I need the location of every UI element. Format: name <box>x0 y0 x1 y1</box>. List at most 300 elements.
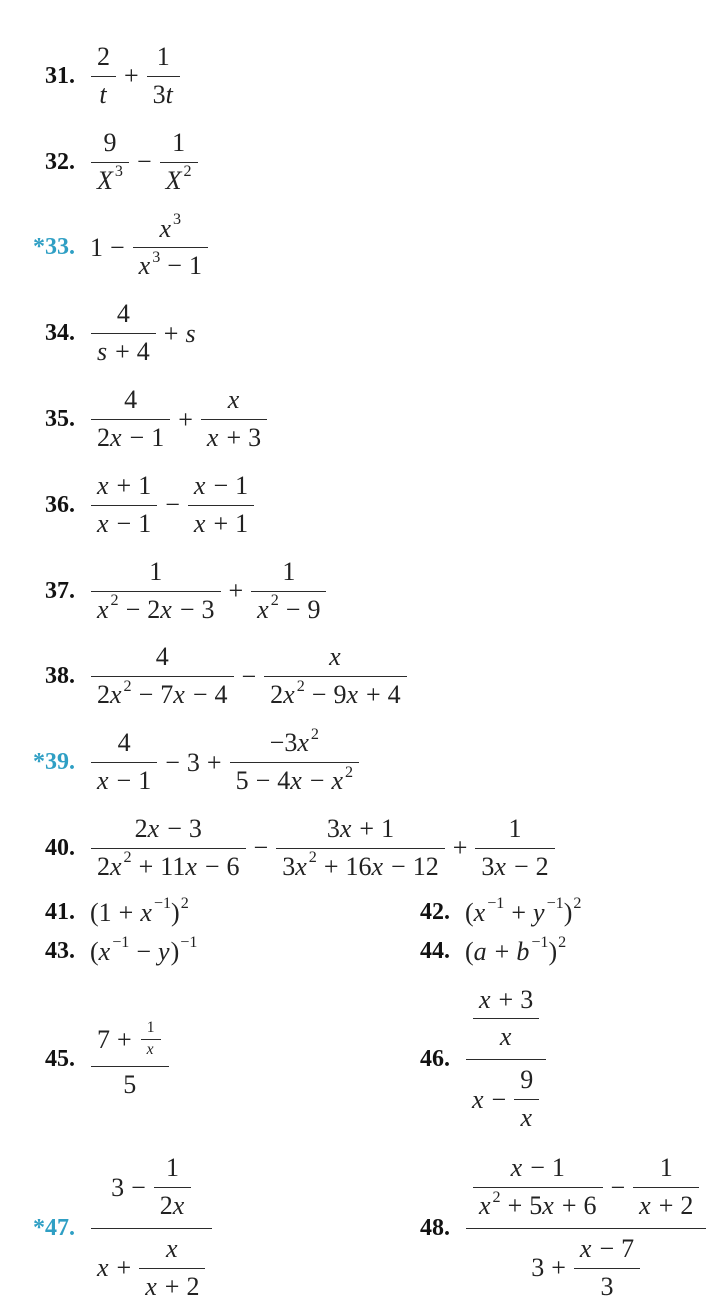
superscript-token: −1 <box>153 895 172 913</box>
variable-token: x <box>110 680 122 710</box>
number-token: −3 <box>269 728 298 758</box>
denominator <box>91 849 246 885</box>
fraction <box>466 981 546 1140</box>
problem-45 <box>0 1017 375 1103</box>
operator-token: + <box>452 833 468 863</box>
denominator <box>473 1188 603 1224</box>
superscript-token: 3 <box>173 211 182 229</box>
superscript-token: 2 <box>183 163 192 181</box>
operator-token: + <box>511 897 527 927</box>
number-token: 2 <box>535 851 549 881</box>
number-token: 7 <box>97 1025 110 1055</box>
math-expression <box>90 812 556 885</box>
denominator <box>230 763 360 799</box>
operator-token: + <box>117 1025 132 1055</box>
variable-token: x <box>346 680 358 710</box>
variable-token: b <box>516 936 530 966</box>
math-expression <box>90 383 268 456</box>
superscript-token: −1 <box>180 934 198 952</box>
problem-number: 42. <box>420 899 450 926</box>
number-token: 4 <box>214 680 228 710</box>
variable-token: X <box>165 165 182 195</box>
number-token: 1 <box>551 1153 565 1183</box>
operator-token: + <box>124 61 139 91</box>
variable-token: x <box>140 897 152 927</box>
operator-token: + <box>494 936 510 966</box>
number-token: 9 <box>520 1065 534 1095</box>
operator-token: − <box>136 936 152 966</box>
number-token: 3 <box>326 814 340 844</box>
number-token: ( <box>465 936 474 966</box>
operator-token: − <box>255 766 271 796</box>
fraction <box>188 469 254 542</box>
number-token: 3 <box>111 1172 125 1202</box>
number-token: 3 <box>152 79 166 109</box>
numerator <box>251 555 326 592</box>
variable-token: x <box>295 851 307 881</box>
operator-token: − <box>253 833 269 863</box>
variable-token: t <box>99 79 107 109</box>
variable-token: x <box>193 470 206 500</box>
superscript-token: −1 <box>531 934 549 952</box>
numerator <box>473 1151 603 1188</box>
math-expression <box>90 297 197 370</box>
operator-token: − <box>116 508 132 538</box>
denominator <box>251 592 326 628</box>
math-expression <box>90 934 198 967</box>
operator-token: − <box>241 661 257 691</box>
problem-number: 34. <box>45 320 75 347</box>
number-token: 1 <box>151 423 165 453</box>
problem-number: *39. <box>33 749 75 776</box>
math-expression <box>90 895 189 928</box>
fraction <box>91 640 234 713</box>
operator-token: − <box>136 147 152 177</box>
fraction <box>133 212 208 285</box>
number-token: 3 <box>531 1253 545 1283</box>
denominator <box>147 77 180 113</box>
fraction <box>147 40 180 113</box>
superscript-token: 2 <box>123 677 132 695</box>
number-token: 2 <box>97 423 110 453</box>
math-expression <box>465 981 547 1140</box>
number-token: 4 <box>116 299 130 329</box>
fraction <box>91 726 157 799</box>
number-token: 3 <box>201 594 215 624</box>
math-expression <box>90 726 360 799</box>
number-token: 1 <box>659 1153 673 1183</box>
denominator <box>466 1060 546 1139</box>
number-token: 3 <box>600 1271 614 1301</box>
number-token: 1 <box>188 251 202 281</box>
number-token: 9 <box>103 127 117 157</box>
variable-token: x <box>479 984 491 1014</box>
fraction <box>276 812 445 885</box>
problem-number: 32. <box>45 148 75 175</box>
superscript-token: 2 <box>308 849 317 867</box>
numerator <box>91 555 221 592</box>
number-token: 9 <box>333 680 347 710</box>
denominator <box>160 163 198 199</box>
operator-token: − <box>285 594 301 624</box>
operator-token: + <box>164 1271 180 1301</box>
variable-token: a <box>473 936 487 966</box>
problem-number: 46. <box>420 1046 450 1073</box>
operator-token: − <box>165 747 180 777</box>
number-token: 5 <box>529 1191 543 1221</box>
operator-token: + <box>658 1191 674 1221</box>
denominator <box>91 1067 169 1103</box>
problem-number: 35. <box>45 406 75 433</box>
number-token: 1 <box>235 470 249 500</box>
variable-token: x <box>479 1191 491 1221</box>
number-token: 1 <box>138 470 152 500</box>
number-token: 1 <box>90 233 103 262</box>
fraction <box>201 383 267 456</box>
variable-token: x <box>297 728 309 758</box>
problem-number: *33. <box>33 234 75 261</box>
exercise-row <box>0 126 723 199</box>
superscript-token: 2 <box>123 849 132 867</box>
operator-token: − <box>110 233 125 262</box>
variable-token: x <box>98 936 111 966</box>
fraction <box>251 555 326 628</box>
operator-token: − <box>599 1233 615 1263</box>
variable-token: t <box>165 79 173 109</box>
math-expression <box>465 934 567 967</box>
fraction <box>154 1151 192 1224</box>
problem-46 <box>375 981 547 1140</box>
exercise-row <box>0 934 723 967</box>
exercise-row <box>0 212 723 285</box>
denominator <box>91 592 221 628</box>
problem-number: 41. <box>45 899 75 926</box>
operator-token: − <box>311 680 327 710</box>
number-token: 1 <box>282 556 296 586</box>
variable-token: X <box>97 165 113 195</box>
variable-token: x <box>499 1022 512 1052</box>
math-expression <box>90 40 181 113</box>
fraction <box>264 640 407 713</box>
operator-token: − <box>391 851 406 881</box>
number-token: 1 <box>138 508 152 538</box>
number-token: 7 <box>621 1233 635 1263</box>
number-token: 6 <box>583 1191 597 1221</box>
operator-token: + <box>366 680 381 710</box>
variable-token: x <box>339 814 352 844</box>
math-expression <box>90 212 209 285</box>
denominator <box>574 1269 640 1305</box>
variable-token: y <box>158 936 170 966</box>
fraction <box>633 1151 699 1224</box>
operator-token: − <box>129 423 145 453</box>
variable-token: x <box>110 423 122 453</box>
numerator <box>91 640 234 677</box>
variable-token: x <box>145 1271 157 1301</box>
fraction <box>475 812 554 885</box>
math-expression <box>465 895 582 928</box>
number-token: 4 <box>155 642 169 672</box>
variable-token: x <box>160 594 172 624</box>
denominator <box>91 506 157 542</box>
variable-token: x <box>542 1191 554 1221</box>
numerator <box>91 812 246 849</box>
operator-token: + <box>118 897 134 927</box>
variable-token: x <box>227 385 240 415</box>
number-token: ( <box>465 897 474 927</box>
number-token: 11 <box>160 851 186 881</box>
variable-token: s <box>185 318 196 348</box>
number-token: 5 <box>235 766 249 796</box>
variable-token: x <box>173 680 185 710</box>
number-token: 2 <box>97 42 110 71</box>
fraction <box>473 983 539 1056</box>
number-token: 3 <box>188 814 202 844</box>
fraction <box>91 469 157 542</box>
exercise-row <box>0 297 723 370</box>
number-token: ( <box>90 936 99 966</box>
problem-35 <box>0 383 268 456</box>
exercise-row <box>0 812 723 885</box>
operator-token: + <box>115 337 130 367</box>
numerator <box>188 469 254 506</box>
denominator <box>133 248 208 284</box>
variable-token: x <box>206 423 219 453</box>
variable-token: x <box>473 897 486 927</box>
operator-token: + <box>228 576 244 606</box>
numerator <box>230 726 360 763</box>
number-token: 2 <box>134 814 148 844</box>
numerator <box>147 40 180 77</box>
operator-token: − <box>165 490 180 520</box>
operator-token: − <box>213 470 229 500</box>
operator-token: − <box>125 594 141 624</box>
variable-token: x <box>579 1233 592 1263</box>
denominator <box>264 677 407 713</box>
number-token: 1 <box>166 1153 180 1183</box>
exercise-row <box>0 726 723 799</box>
denominator <box>514 1100 539 1136</box>
operator-token: + <box>498 984 514 1014</box>
number-token: 1 <box>156 42 170 71</box>
problem-47 <box>0 1149 375 1308</box>
operator-token: + <box>116 1253 132 1283</box>
denominator <box>91 420 170 456</box>
number-token: 12 <box>412 851 439 881</box>
superscript-token: 2 <box>180 895 189 913</box>
exercise-row <box>0 981 723 1140</box>
math-expression <box>90 1149 213 1308</box>
denominator <box>141 1040 161 1062</box>
problem-number: 48. <box>420 1214 450 1241</box>
superscript-token: 3 <box>152 248 161 266</box>
number-token: 5 <box>123 1069 137 1099</box>
operator-token: + <box>561 1191 577 1221</box>
superscript-token: −1 <box>546 895 564 913</box>
fraction <box>466 1149 706 1308</box>
problem-43 <box>0 934 375 967</box>
operator-token: − <box>204 851 220 881</box>
fraction <box>473 1151 603 1224</box>
problem-number: 43. <box>45 938 75 965</box>
variable-token: x <box>110 851 122 881</box>
number-token: 1 <box>235 508 249 538</box>
variable-token: x <box>639 1191 651 1221</box>
exercise-row <box>0 40 723 113</box>
fraction <box>230 726 360 799</box>
superscript-token: 2 <box>345 763 354 781</box>
math-expression <box>465 1149 707 1308</box>
math-expression <box>90 469 255 542</box>
numerator <box>91 40 116 77</box>
denominator <box>139 1269 205 1305</box>
problem-41 <box>0 895 375 928</box>
operator-token: + <box>507 1191 523 1221</box>
variable-token: x <box>283 680 295 710</box>
superscript-token: 2 <box>492 1188 501 1206</box>
number-token: 4 <box>117 728 131 758</box>
exercise-row <box>0 1149 723 1308</box>
fraction <box>91 812 246 885</box>
fraction <box>91 555 221 628</box>
variable-token: x <box>172 1191 185 1221</box>
numerator <box>475 812 554 849</box>
denominator <box>633 1188 699 1224</box>
math-expression <box>90 555 327 628</box>
numerator <box>91 469 157 506</box>
superscript-token: 2 <box>270 592 279 610</box>
number-token: 16 <box>345 851 372 881</box>
variable-token: x <box>494 851 506 881</box>
problem-37 <box>0 555 327 628</box>
denominator <box>154 1188 192 1224</box>
exercise-row <box>0 555 723 628</box>
numerator <box>141 1019 161 1040</box>
operator-token: + <box>323 851 339 881</box>
number-token: 1 <box>138 766 152 796</box>
operator-token: − <box>309 766 325 796</box>
number-token: 9 <box>307 594 321 624</box>
problem-number: 31. <box>45 62 75 89</box>
variable-token: x <box>138 251 151 281</box>
variable-token: x <box>166 1233 178 1263</box>
number-token: 4 <box>277 766 291 796</box>
variable-token: x <box>159 213 172 243</box>
number-token: 3 <box>282 851 296 881</box>
operator-token: − <box>192 680 208 710</box>
fraction <box>91 1149 212 1308</box>
operator-token: − <box>491 1084 507 1114</box>
operator-token: − <box>167 251 182 281</box>
numerator <box>514 1063 539 1100</box>
numerator <box>154 1151 192 1188</box>
problem-33 <box>0 212 209 285</box>
fraction <box>574 1232 640 1305</box>
operator-token: − <box>116 766 132 796</box>
numerator <box>264 640 407 677</box>
superscript-token: 3 <box>114 163 123 181</box>
number-token: 1 <box>149 556 163 586</box>
problem-32 <box>0 126 199 199</box>
fraction <box>91 126 129 199</box>
denominator <box>473 1019 539 1055</box>
problem-44 <box>375 934 567 967</box>
numerator <box>466 1149 706 1229</box>
number-token: ) <box>548 936 558 966</box>
problem-36 <box>0 469 255 542</box>
number-token: 4 <box>124 385 138 415</box>
number-token: 4 <box>136 337 150 367</box>
fraction <box>514 1063 539 1136</box>
numerator <box>574 1232 640 1269</box>
number-token: 3 <box>248 423 262 453</box>
variable-token: x <box>257 594 269 624</box>
exercise-row <box>0 469 723 542</box>
number-token: 1 <box>508 814 522 844</box>
fraction <box>91 297 156 370</box>
superscript-token: 2 <box>558 934 567 952</box>
number-token: 7 <box>160 680 174 710</box>
numerator <box>473 983 539 1020</box>
numerator <box>133 212 208 249</box>
exercise-row <box>0 383 723 456</box>
number-token: 2 <box>159 1191 173 1221</box>
math-expression <box>90 1017 170 1103</box>
superscript-token: 2 <box>110 592 119 610</box>
number-token: ) <box>563 897 573 927</box>
number-token: 2 <box>97 680 110 710</box>
superscript-token: 2 <box>573 895 582 913</box>
denominator <box>91 163 129 199</box>
variable-token: x <box>290 766 302 796</box>
operator-token: + <box>178 404 193 434</box>
exercise-row <box>0 640 723 713</box>
problem-34 <box>0 297 197 370</box>
superscript-token: 2 <box>296 677 305 695</box>
operator-token: − <box>167 814 182 844</box>
operator-token: − <box>513 851 529 881</box>
numerator <box>91 1017 169 1067</box>
exercise-list <box>0 40 723 1308</box>
problem-number: 40. <box>45 834 75 861</box>
operator-token: + <box>116 470 132 500</box>
variable-token: x <box>520 1103 532 1133</box>
problem-number: *47. <box>33 1214 75 1241</box>
operator-token: + <box>226 423 242 453</box>
problem-48 <box>375 1149 707 1308</box>
numerator <box>91 126 129 163</box>
numerator <box>91 383 170 420</box>
superscript-token: 2 <box>310 725 319 743</box>
number-token: 2 <box>270 680 284 710</box>
denominator <box>276 849 445 885</box>
problem-40 <box>0 812 556 885</box>
number-token: 4 <box>387 680 401 710</box>
fraction <box>91 383 170 456</box>
problem-number: 44. <box>420 938 450 965</box>
denominator <box>91 677 234 713</box>
operator-token: − <box>138 680 154 710</box>
denominator <box>188 506 254 542</box>
operator-token: − <box>131 1172 146 1202</box>
variable-token: x <box>331 766 343 796</box>
fraction <box>160 126 198 199</box>
variable-token: x <box>147 814 160 844</box>
variable-token: x <box>97 508 109 538</box>
variable-token: x <box>193 508 206 538</box>
superscript-token: −1 <box>487 895 505 913</box>
numerator <box>466 981 546 1061</box>
